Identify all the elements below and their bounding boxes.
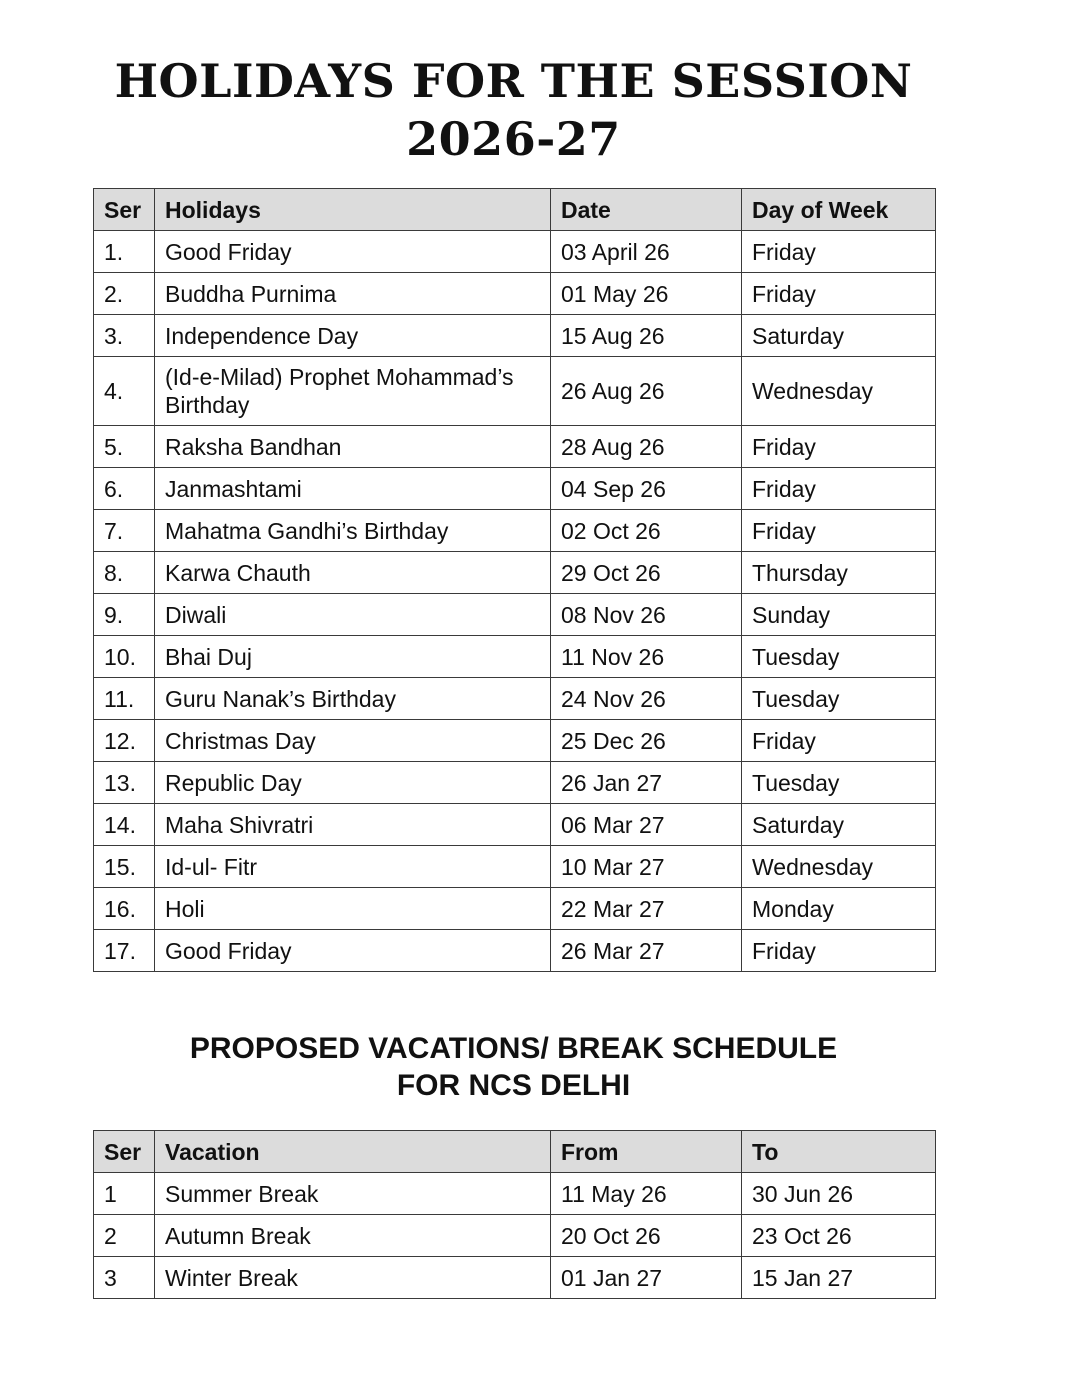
cell-day: Friday [742, 426, 936, 468]
cell-ser: 3 [94, 1257, 155, 1299]
cell-day: Sunday [742, 594, 936, 636]
cell-date: 04 Sep 26 [551, 468, 742, 510]
cell-holiday: Good Friday [155, 231, 551, 273]
table-row [94, 468, 936, 510]
header-ser: Ser [94, 1131, 155, 1173]
cell-to: 15 Jan 27 [742, 1257, 936, 1299]
cell-day: Tuesday [742, 762, 936, 804]
table-row [94, 510, 936, 552]
cell-ser: 1 [94, 1173, 155, 1215]
cell-ser: 7. [94, 510, 155, 552]
cell-date: 10 Mar 27 [551, 846, 742, 888]
holidays-title-line2: 2026-27 [406, 112, 621, 166]
cell-ser: 5. [94, 426, 155, 468]
cell-day: Wednesday [742, 357, 936, 426]
cell-day: Friday [742, 510, 936, 552]
holidays-title [0, 52, 1027, 168]
cell-ser: 10. [94, 636, 155, 678]
cell-ser: 14. [94, 804, 155, 846]
table-row [94, 1215, 936, 1257]
cell-date: 26 Mar 27 [551, 930, 742, 972]
cell-day: Thursday [742, 552, 936, 594]
cell-ser: 2 [94, 1215, 155, 1257]
cell-ser: 17. [94, 930, 155, 972]
header-holidays: Holidays [155, 189, 551, 231]
cell-date: 24 Nov 26 [551, 678, 742, 720]
cell-ser: 4. [94, 357, 155, 426]
cell-holiday: Raksha Bandhan [155, 426, 551, 468]
cell-day: Tuesday [742, 678, 936, 720]
cell-date: 08 Nov 26 [551, 594, 742, 636]
cell-holiday: Guru Nanak’s Birthday [155, 678, 551, 720]
header-date: Date [551, 189, 742, 231]
table-row [94, 720, 936, 762]
cell-holiday: Bhai Duj [155, 636, 551, 678]
cell-holiday: Janmashtami [155, 468, 551, 510]
cell-day: Friday [742, 273, 936, 315]
cell-date: 11 Nov 26 [551, 636, 742, 678]
cell-day: Saturday [742, 315, 936, 357]
cell-day: Tuesday [742, 636, 936, 678]
cell-to: 23 Oct 26 [742, 1215, 936, 1257]
table-row [94, 357, 936, 426]
vacations-table [93, 1130, 936, 1299]
table-row [94, 804, 936, 846]
cell-date: 15 Aug 26 [551, 315, 742, 357]
header-vacation: Vacation [155, 1131, 551, 1173]
cell-day: Saturday [742, 804, 936, 846]
table-row [94, 888, 936, 930]
cell-ser: 8. [94, 552, 155, 594]
table-row [94, 678, 936, 720]
cell-holiday: Independence Day [155, 315, 551, 357]
cell-date: 26 Jan 27 [551, 762, 742, 804]
cell-holiday: Maha Shivratri [155, 804, 551, 846]
table-row [94, 552, 936, 594]
cell-ser: 3. [94, 315, 155, 357]
header-to: To [742, 1131, 936, 1173]
cell-from: 01 Jan 27 [551, 1257, 742, 1299]
cell-holiday: Diwali [155, 594, 551, 636]
cell-date: 25 Dec 26 [551, 720, 742, 762]
cell-date: 26 Aug 26 [551, 357, 742, 426]
cell-vacation: Winter Break [155, 1257, 551, 1299]
cell-ser: 6. [94, 468, 155, 510]
cell-vacation: Summer Break [155, 1173, 551, 1215]
cell-date: 22 Mar 27 [551, 888, 742, 930]
vacations-header-row [94, 1131, 936, 1173]
cell-holiday: Good Friday [155, 930, 551, 972]
cell-vacation: Autumn Break [155, 1215, 551, 1257]
cell-ser: 15. [94, 846, 155, 888]
cell-to: 30 Jun 26 [742, 1173, 936, 1215]
cell-day: Friday [742, 930, 936, 972]
cell-holiday: Holi [155, 888, 551, 930]
cell-ser: 1. [94, 231, 155, 273]
header-from: From [551, 1131, 742, 1173]
cell-day: Friday [742, 468, 936, 510]
cell-day: Friday [742, 720, 936, 762]
cell-ser: 13. [94, 762, 155, 804]
cell-date: 01 May 26 [551, 273, 742, 315]
cell-ser: 11. [94, 678, 155, 720]
holidays-header-row [94, 189, 936, 231]
table-row [94, 426, 936, 468]
table-row [94, 846, 936, 888]
cell-holiday: Buddha Purnima [155, 273, 551, 315]
cell-holiday: Id-ul- Fitr [155, 846, 551, 888]
cell-date: 06 Mar 27 [551, 804, 742, 846]
table-row [94, 315, 936, 357]
cell-ser: 12. [94, 720, 155, 762]
vacations-title-line1: PROPOSED VACATIONS/ BREAK SCHEDULE [189, 1032, 838, 1065]
cell-holiday: Mahatma Gandhi’s Birthday [155, 510, 551, 552]
cell-holiday: (Id-e-Milad) Prophet Mohammad’s Birthday [155, 357, 551, 426]
cell-ser: 2. [94, 273, 155, 315]
cell-day: Wednesday [742, 846, 936, 888]
holidays-table [93, 188, 936, 972]
table-row [94, 231, 936, 273]
cell-holiday: Republic Day [155, 762, 551, 804]
cell-day: Monday [742, 888, 936, 930]
cell-date: 28 Aug 26 [551, 426, 742, 468]
cell-holiday: Christmas Day [155, 720, 551, 762]
cell-holiday: Karwa Chauth [155, 552, 551, 594]
table-row [94, 594, 936, 636]
cell-date: 29 Oct 26 [551, 552, 742, 594]
header-ser: Ser [94, 189, 155, 231]
vacations-title [0, 1030, 1027, 1104]
table-row [94, 762, 936, 804]
table-row [94, 273, 936, 315]
cell-from: 20 Oct 26 [551, 1215, 742, 1257]
cell-date: 03 April 26 [551, 231, 742, 273]
table-row [94, 1173, 936, 1215]
table-row [94, 1257, 936, 1299]
holidays-title-line1: HOLIDAYS FOR THE SESSION [114, 54, 913, 108]
cell-ser: 16. [94, 888, 155, 930]
cell-ser: 9. [94, 594, 155, 636]
table-row [94, 636, 936, 678]
cell-day: Friday [742, 231, 936, 273]
cell-date: 02 Oct 26 [551, 510, 742, 552]
vacations-title-line2: FOR NCS DELHI [396, 1069, 631, 1102]
cell-from: 11 May 26 [551, 1173, 742, 1215]
header-day-of-week: Day of Week [742, 189, 936, 231]
table-row [94, 930, 936, 972]
